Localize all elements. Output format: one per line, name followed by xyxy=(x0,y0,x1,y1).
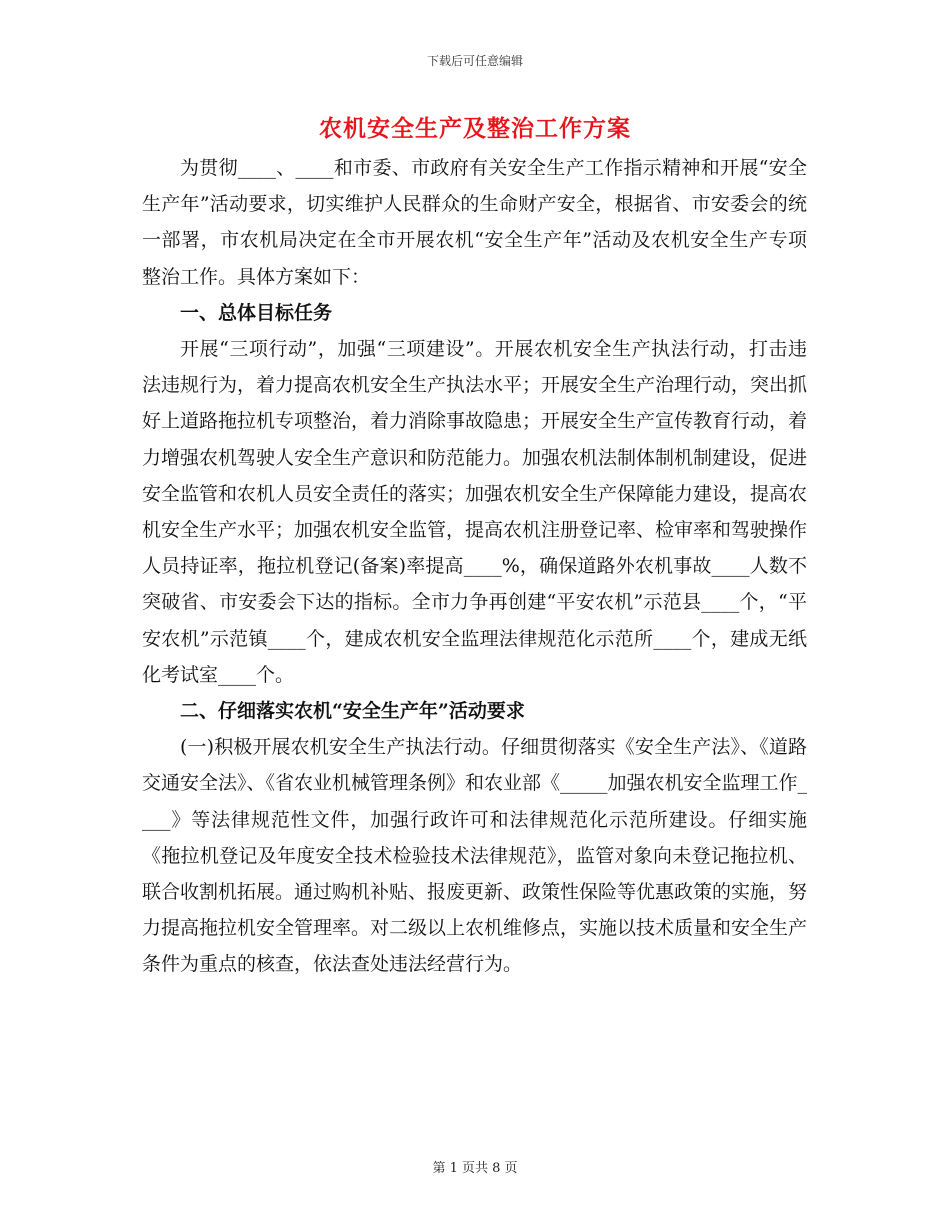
section-2-paragraph: (一)积极开展农机安全生产执法行动。仔细贯彻落实《安全生产法》、《道路交通安全法》、《省农业机械管理条例》和农业部《_____加强农机安全监理工作____》等法律规范性文件，加强行政许可和法律规范化示范所建设。仔细实施《拖拉机登记及年度安全技术检验技术法律规范》，监管对象向未登记拖拉机、联合收割机拓展。通过购机补贴、报废更新、政策性保险等优惠政策的实施，努力提高拖拉机安全管理率。对二级以上农机维修点，实施以技术质量和安全生产条件为重点的核查，依法查处违法经营行为。 xyxy=(142,736,808,976)
intro-paragraph: 为贯彻____、____和市委、市政府有关安全生产工作指示精神和开展“安全生产年”活动要求，切实维护人民群众的生命财产安全，根据省、市安委会的统一部署，市农机局决定在全市开展农机“安全生产年”活动及农机安全生产专项整治工作。具体方案如下： xyxy=(142,157,807,288)
document-title: 农机安全生产及整治工作方案 xyxy=(319,115,631,142)
page-number-footer: 第 1 页共 8 页 xyxy=(432,1161,518,1176)
page-header-note: 下载后可任意编辑 xyxy=(426,54,523,68)
section-1-paragraph: 开展“三项行动”，加强“三项建设”。开展农机安全生产执法行动，打击违法违规行为，着力提高农机安全生产执法水平；开展安全生产治理行动，突出抓好上道路拖拉机专项整治，着力消除事故隐患；开展安全生产宣传教育行动，着力增强农机驾驶人安全生产意识和防范能力。加强农机法制体制机制建设，促进安全监管和农机人员安全责任的落实；加强农机安全生产保障能力建设，提高农机安全生产水平；加强农机安全监管，提高农机注册登记率、检审率和驾驶操作人员持证率，拖拉机登记(备案)率提高____%，确保道路外农机事故____人数不突破省、市安委会下达的指标。全市力争再创建“平安农机”示范县____个，“平安农机”示范镇____个，建成农机安全监理法律规范化示范所____个，建成无纸化考试室____个。 xyxy=(142,338,808,686)
section-2-heading: 二、仔细落实农机“安全生产年”活动要求 xyxy=(180,700,525,723)
document-body xyxy=(142,150,807,983)
section-1-heading: 一、总体目标任务 xyxy=(180,301,333,324)
